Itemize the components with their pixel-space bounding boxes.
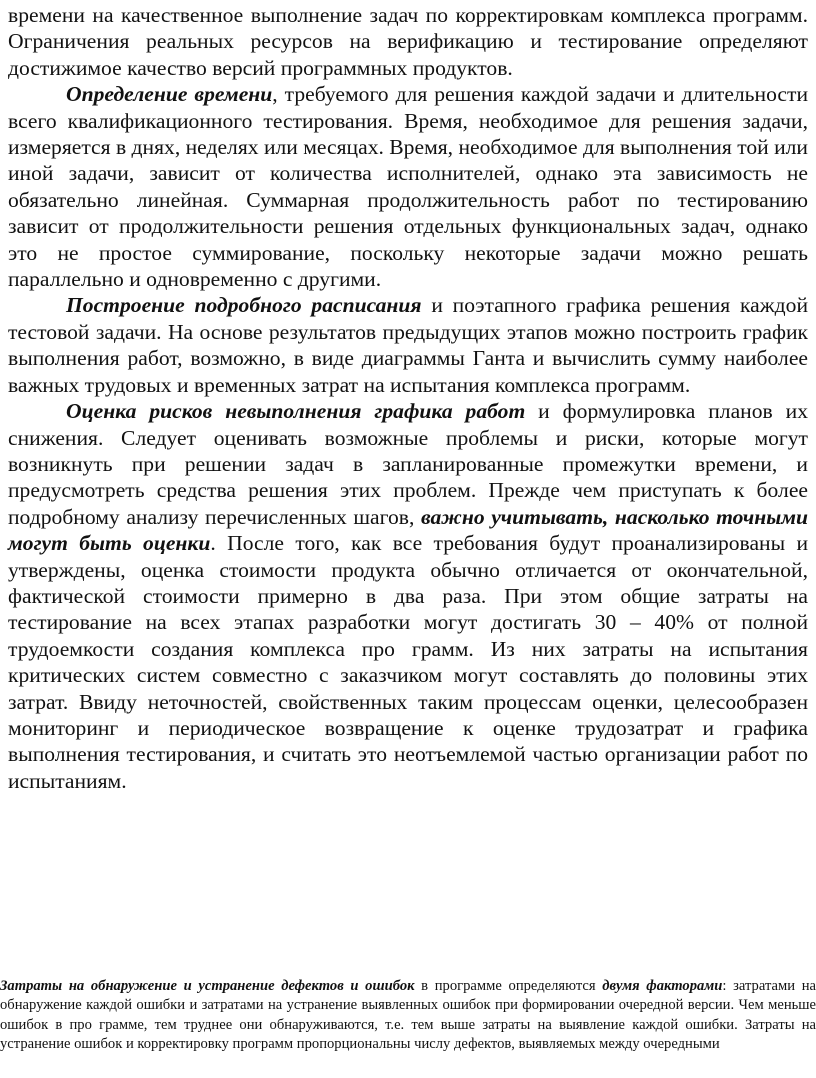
paragraph-text: времени на качественное выполнение задач по корректировкам комплекса программ. Ограничения реальных ресурсов на верификацию и тестирование определяют достижимое качество версий программных продуктов. bbox=[8, 3, 808, 80]
paragraph-text: : затратами на обнаружение каждой ошибки и затратами на устранение выявленных ошибок при формировании очередной версии. Чем меньше ошибок в про грамме, тем труднее они обнаруживаются, т.е. тем выше затраты на выявление каждой ошибки. Затраты на устранение ошибок и корректировку программ пропорциональны числу дефектов, выявляемых между очередными bbox=[0, 978, 816, 1053]
paragraph-schedule bbox=[8, 292, 808, 398]
emphasis-term: Определение времени bbox=[66, 82, 273, 107]
emphasis-term: Оценка рисков невыполнения графика работ bbox=[66, 399, 526, 424]
paragraph-text: в программе определяются bbox=[414, 978, 603, 994]
paragraph-text: . После того, как все требования будут проанализированы и утверждены, оценка стоимости продукта обычно отличается от окончательной, фактической стоимости примерно в два раза. При этом общие затраты на тестирование на всех этапах разработки могут достигать 30 – 40% от полной трудоемкости создания комплекса про грамм. Из них затраты на испытания критических систем совместно с заказчиком могут составлять до половины этих затрат. Ввиду неточностей, свойственных таким процессам оценки, целесообразен мониторинг и периодическое возвращение к оценке трудозатрат и графика выполнения тестирования, и считать это неотъемлемой частью организации работ по испытаниям. bbox=[8, 531, 808, 793]
main-text bbox=[8, 2, 808, 794]
emphasis-phrase: важно учитывать, насколько точными могут быть оценки bbox=[8, 504, 808, 556]
paragraph-text: , требуемого для решения каждой задачи и длительности всего квалификационного тестирования. Время, необходимое для решения задачи, измеряется в днях, неделях или месяцах. Время, необходимое для выполнения той или иной задачи, зависит от количества исполнителей, однако эта зависимость не обязательно линейная. Суммарная продолжительность работ по тестированию зависит от продолжительности решения отдельных функциональных задач, однако это не простое суммирование, поскольку некоторые задачи можно решать параллельно и одновременно с другими. bbox=[8, 82, 809, 292]
paragraph-time-estimation bbox=[8, 81, 808, 292]
paragraph-text: и формулировка планов их снижения. Следует оценивать возможные проблемы и риски, которые могут возникнуть при решении задач в запланированные промежутки времени, и предусмотреть средства решения этих проблем. Прежде чем приступать к более подробному анализу перечисленных шагов, bbox=[8, 399, 809, 529]
paragraph-defect-costs bbox=[0, 977, 816, 1055]
paragraph-text: и поэтапного графика решения каждой тестовой задачи. На основе результатов предыдущих этапов можно построить график выполнения работ, возможно, в виде диаграммы Ганта и вычислить сумму наиболее важных трудовых и временных затрат на испытания комплекса программ. bbox=[8, 293, 808, 397]
emphasis-term: Построение подробного расписания bbox=[66, 293, 422, 318]
paragraph-risk-assessment bbox=[8, 398, 808, 794]
emphasis-term: Затраты на обнаружение и устранение дефектов и ошибок bbox=[0, 978, 415, 994]
emphasis-phrase: двумя факторами bbox=[602, 978, 723, 994]
paragraph-continuation bbox=[8, 2, 808, 81]
footer-text bbox=[0, 977, 816, 1055]
